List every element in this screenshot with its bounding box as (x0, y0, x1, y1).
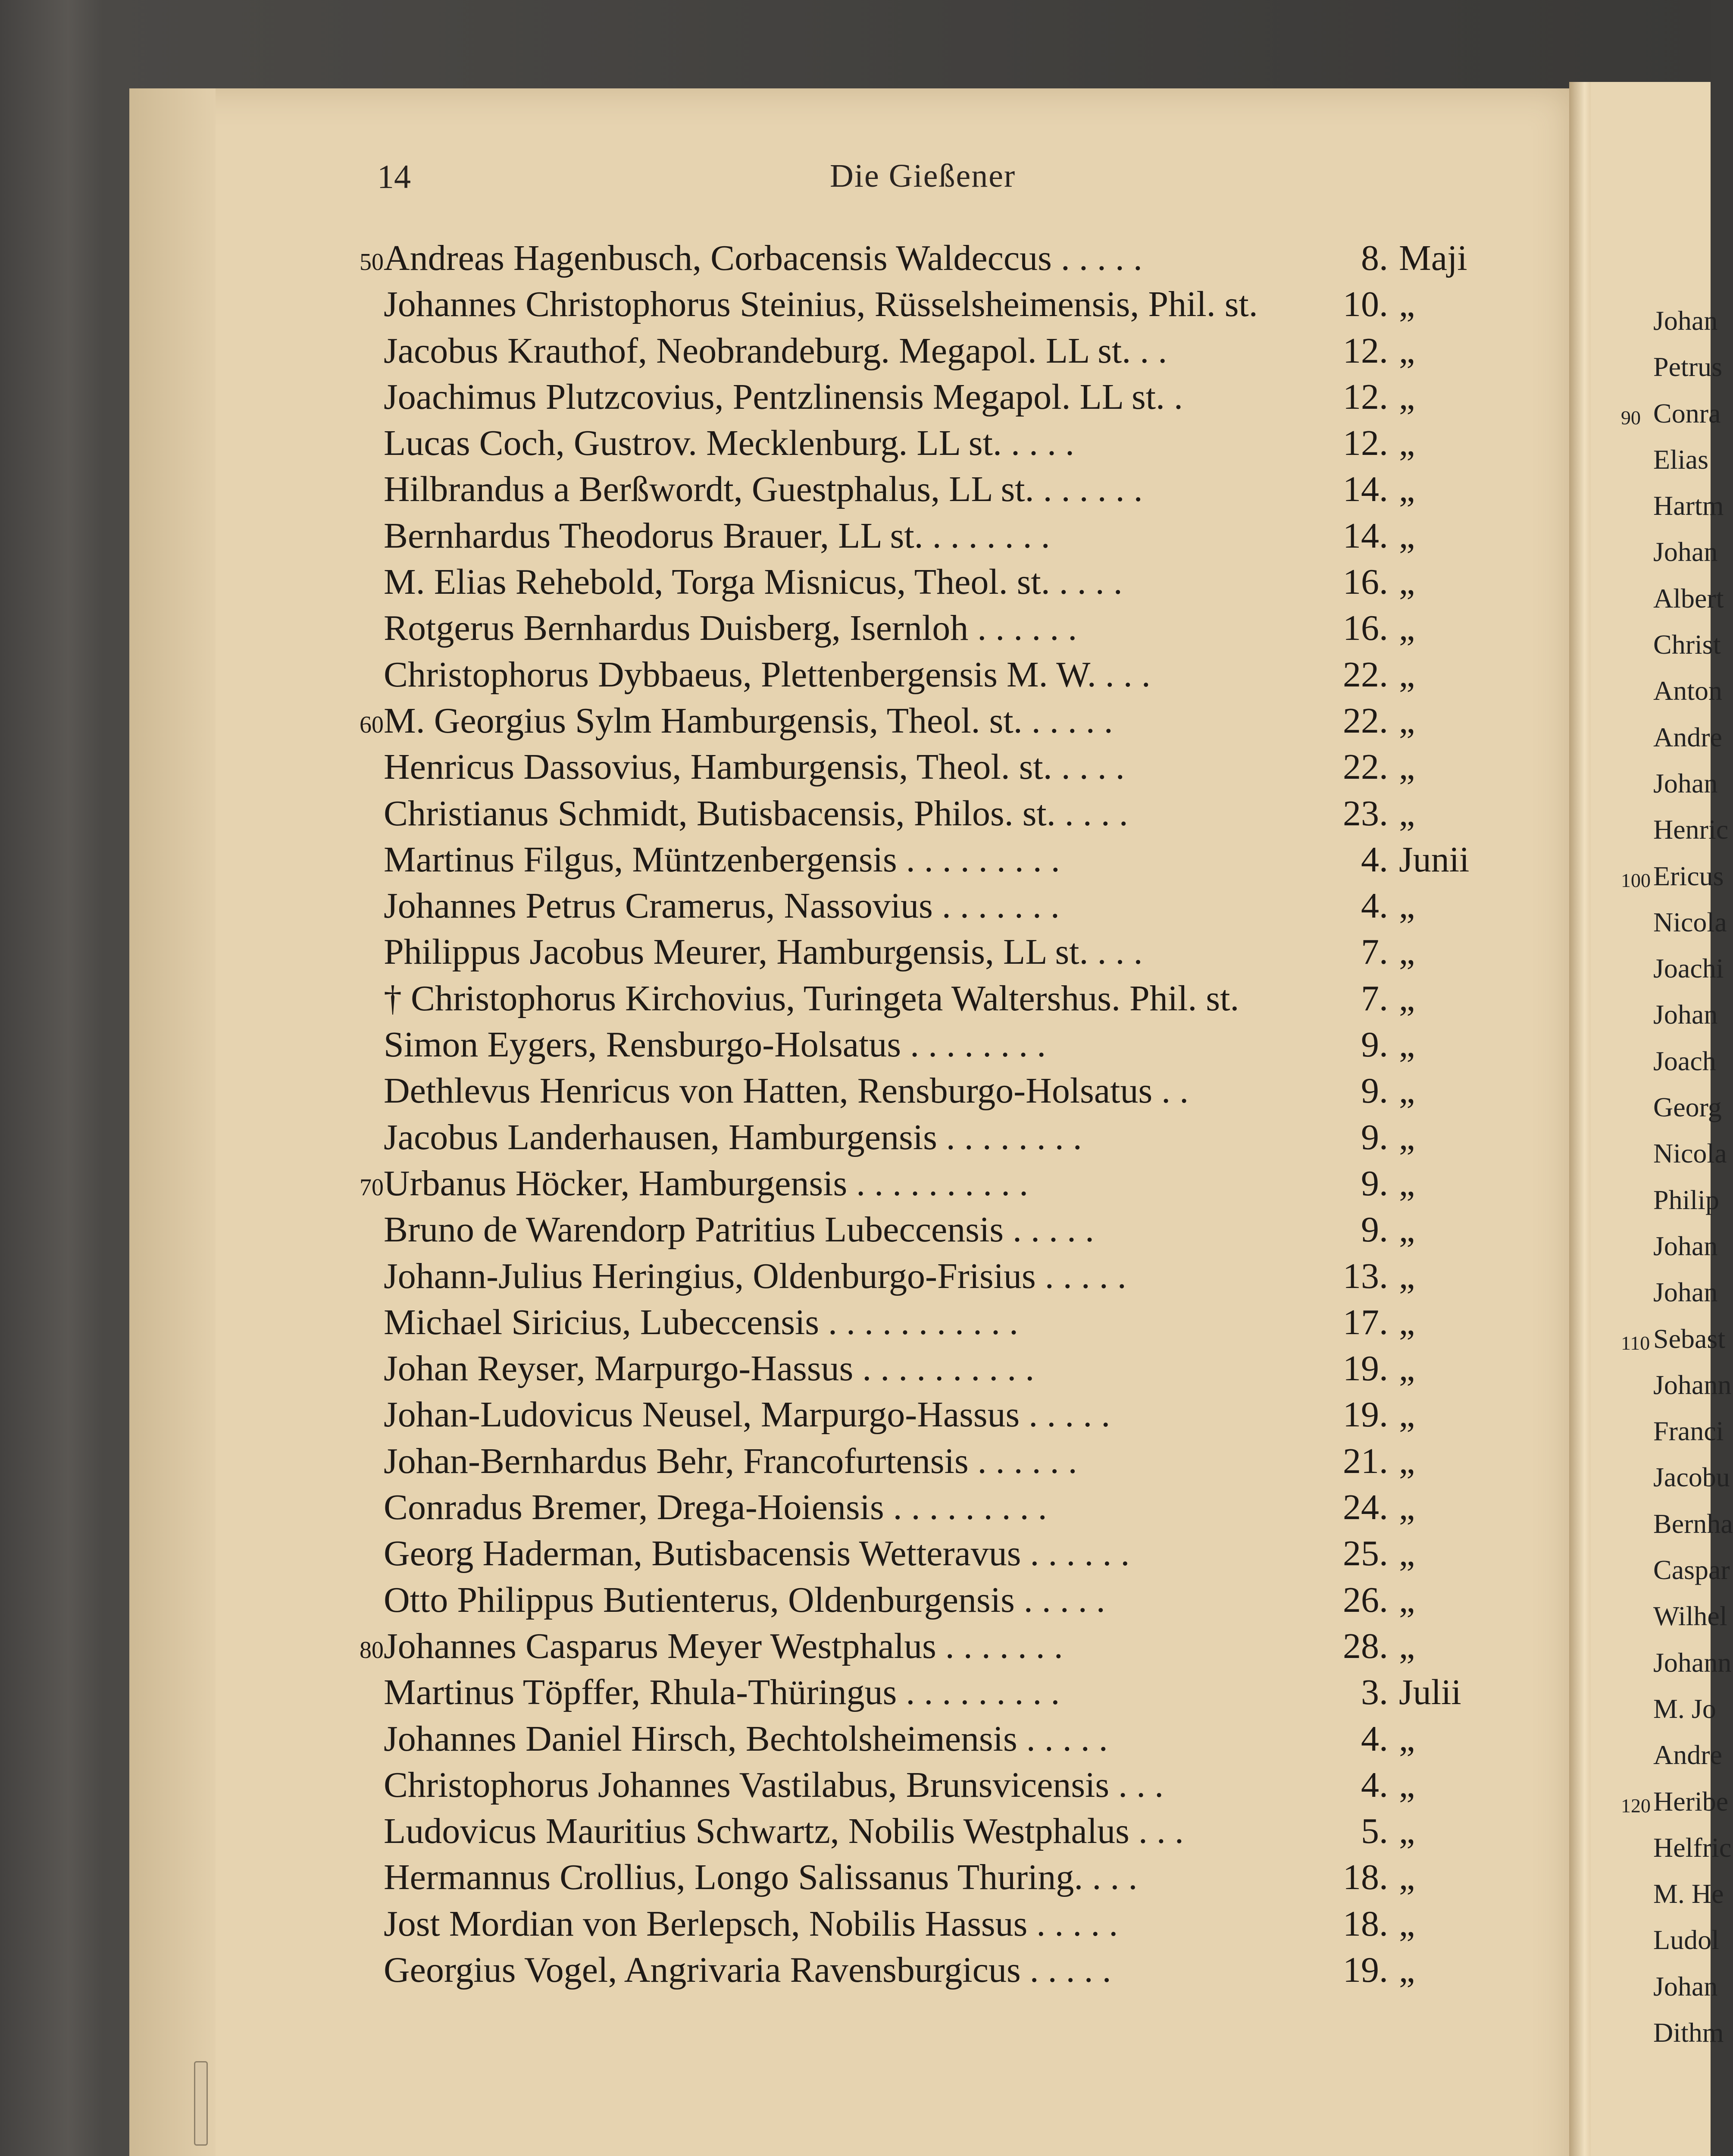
facing-list-item (1591, 945, 1724, 991)
list-item (341, 1947, 1505, 1993)
entry-name: M. Elias Rehebold, Torga Misnicus, Theol. st. . . . . (384, 562, 1123, 602)
page-header (377, 157, 1101, 205)
entry-month: „ (1399, 376, 1415, 417)
entry-date: 21. (1343, 1441, 1388, 1481)
facing-list-item (1591, 1362, 1732, 1408)
entry-date: 4. (1361, 1764, 1388, 1805)
facing-entry-name: Johan (1653, 1971, 1718, 2002)
entry-name: Martinus Töpffer, Rhula-Thüringus . . . . . . . . . (384, 1672, 1060, 1713)
facing-entry-name: Georg (1653, 1092, 1722, 1123)
entry-month: „ (1399, 654, 1415, 695)
entry-name: Henricus Dassovius, Hamburgensis, Theol. st. . . . . (384, 747, 1125, 787)
facing-list-item (1591, 806, 1729, 852)
entry-month: „ (1399, 469, 1415, 510)
facing-list-item (1591, 1547, 1730, 1593)
entry-date: 12. (1343, 423, 1388, 464)
entry-date: 16. (1343, 608, 1388, 649)
list-item (341, 1577, 1505, 1623)
facing-entry-number: 90 (1621, 406, 1641, 429)
entry-month: „ (1399, 1163, 1415, 1203)
facing-entry-name: Petrus (1653, 351, 1722, 382)
facing-entry-name: Johan (1653, 1230, 1718, 1261)
list-item (341, 559, 1505, 605)
facing-entry-name: M. Jo (1653, 1693, 1716, 1724)
facing-entry-name: Elias (1653, 444, 1708, 475)
entry-name: M. Georgius Sylm Hamburgensis, Theol. st. . . . . . (384, 700, 1113, 741)
entry-name: Hilbrandus a Berßwordt, Guestphalus, LL st. . . . . . . (384, 469, 1143, 510)
entry-date: 9. (1361, 1025, 1388, 1065)
entry-date: 19. (1343, 1395, 1388, 1435)
facing-entry-name: Henric (1653, 814, 1729, 845)
facing-entry-name: Andre (1653, 1739, 1722, 1771)
facing-entry-name: Johan (1653, 999, 1718, 1030)
list-item (341, 1391, 1505, 1438)
list-item (341, 929, 1505, 975)
facing-list-item (1591, 483, 1724, 529)
entry-month: „ (1399, 1903, 1415, 1944)
entry-date: 16. (1343, 562, 1388, 602)
entry-month: „ (1399, 1487, 1415, 1528)
entry-name: Andreas Hagenbusch, Corbacensis Waldeccus . . . . . (384, 238, 1142, 278)
entry-name: Lucas Coch, Gustrov. Mecklenburg. LL st. . . . . (384, 423, 1074, 464)
entry-date: 14. (1343, 469, 1388, 510)
facing-entry-name: Dithm (1653, 2017, 1724, 2048)
facing-list-item (1591, 760, 1718, 806)
entry-date: 22. (1343, 654, 1388, 695)
facing-list-item (1591, 1824, 1732, 1871)
facing-entry-name: Albert (1653, 583, 1724, 614)
facing-list-item (1591, 1130, 1727, 1176)
entry-date: 4. (1361, 839, 1388, 880)
entry-month: „ (1399, 932, 1415, 972)
facing-entry-name: Bernha (1653, 1508, 1733, 1539)
entry-month: Maji (1399, 238, 1467, 278)
entry-name: Johannes Daniel Hirsch, Bechtolsheimensis . . . . . (384, 1718, 1108, 1759)
list-item (341, 1253, 1505, 1299)
facing-entry-name: Johan (1653, 768, 1718, 799)
entry-name: Johan Reyser, Marpurgo-Hassus . . . . . . . . . . (384, 1348, 1035, 1389)
facing-list-item (1591, 1454, 1730, 1500)
matriculation-list (341, 235, 1505, 1993)
list-item (341, 1299, 1505, 1345)
entry-month: „ (1399, 1764, 1415, 1805)
facing-list-item (1591, 2009, 1724, 2056)
list-item (341, 1901, 1505, 1947)
entry-name: Joachimus Plutzcovius, Pentzlinensis Megapol. LL st. . (384, 376, 1183, 417)
facing-list-item (1591, 1038, 1716, 1084)
entry-number: 60 (360, 711, 384, 738)
entry-number: 80 (360, 1636, 384, 1664)
entry-date: 19. (1343, 1949, 1388, 1990)
facing-entry-name: Philip (1653, 1184, 1719, 1215)
entry-month: „ (1399, 330, 1415, 371)
entry-month: „ (1399, 1533, 1415, 1574)
entry-date: 22. (1343, 700, 1388, 741)
list-item (341, 837, 1505, 883)
entry-date: 7. (1361, 932, 1388, 972)
entry-date: 8. (1361, 238, 1388, 278)
entry-month: „ (1399, 700, 1415, 741)
entry-date: 4. (1361, 1718, 1388, 1759)
page-edge-shadow (129, 88, 216, 2156)
facing-entry-name: Hartm (1653, 490, 1724, 521)
list-item (341, 1022, 1505, 1068)
list-item (341, 1160, 1505, 1206)
entry-name: Conradus Bremer, Drega-Hoiensis . . . . . . . . . (384, 1487, 1047, 1528)
entry-name: Martinus Filgus, Müntzenbergensis . . . . . . . . . (384, 839, 1060, 880)
facing-list-item (1591, 853, 1724, 899)
entry-name: Ludovicus Mauritius Schwartz, Nobilis Westphalus . . . (384, 1811, 1184, 1852)
entry-name: Philippus Jacobus Meurer, Hamburgensis, LL st. . . . (384, 932, 1143, 972)
list-item (341, 1854, 1505, 1900)
entry-month: „ (1399, 1117, 1415, 1157)
facing-list-item (1591, 1917, 1719, 1963)
facing-list-item (1591, 1177, 1719, 1223)
entry-name: Johann-Julius Heringius, Oldenburgo-Frisius . . . . . (384, 1256, 1126, 1296)
entry-name: Hermannus Crollius, Longo Salissanus Thuring. . . . (384, 1857, 1138, 1898)
entry-date: 24. (1343, 1487, 1388, 1528)
entry-number: 70 (360, 1174, 384, 1201)
facing-entry-name: Helfric (1653, 1832, 1732, 1863)
entry-number: 50 (360, 249, 384, 276)
list-item (341, 1114, 1505, 1160)
entry-date: 23. (1343, 793, 1388, 834)
list-item (341, 1808, 1505, 1854)
entry-date: 18. (1343, 1857, 1388, 1898)
facing-entry-number: 120 (1621, 1794, 1651, 1817)
entry-month: „ (1399, 1395, 1415, 1435)
entry-name: † Christophorus Kirchovius, Turingeta Waltershus. Phil. st. (384, 978, 1239, 1018)
facing-entry-name: Joachi (1653, 953, 1724, 984)
facing-list-item (1591, 1269, 1718, 1315)
list-item (341, 281, 1505, 327)
entry-name: Johannes Christophorus Steinius, Rüsselsheimensis, Phil. st. (384, 284, 1258, 325)
facing-entry-name: Ludol (1653, 1924, 1719, 1955)
list-item (341, 1206, 1505, 1253)
entry-date: 9. (1361, 1163, 1388, 1203)
entry-month: „ (1399, 886, 1415, 926)
entry-name: Johan-Bernhardus Behr, Francofurtensis . . . . . . (384, 1441, 1077, 1481)
entry-month: „ (1399, 423, 1415, 464)
entry-name: Jost Mordian von Berlepsch, Nobilis Hassus . . . . . (384, 1903, 1118, 1944)
entry-month: Julii (1399, 1672, 1461, 1713)
entry-date: 17. (1343, 1302, 1388, 1342)
entry-month: „ (1399, 1256, 1415, 1296)
entry-name: Christophorus Dybbaeus, Plettenbergensis M. W. . . . (384, 654, 1151, 695)
facing-list-item (1591, 714, 1722, 760)
facing-entry-name: Anton (1653, 675, 1722, 706)
entry-month: „ (1399, 1210, 1415, 1250)
entry-month: „ (1399, 562, 1415, 602)
entry-month: „ (1399, 1302, 1415, 1342)
facing-entry-name: M. He (1653, 1878, 1724, 1909)
entry-date: 26. (1343, 1579, 1388, 1620)
entry-name: Jacobus Landerhausen, Hamburgensis . . . . . . . . (384, 1117, 1082, 1157)
entry-name: Bernhardus Theodorus Brauer, LL st. . . . . . . . (384, 515, 1050, 556)
entry-date: 9. (1361, 1117, 1388, 1157)
entry-date: 9. (1361, 1071, 1388, 1111)
facing-entry-number: 110 (1621, 1332, 1650, 1354)
entry-date: 5. (1361, 1811, 1388, 1852)
entry-date: 22. (1343, 747, 1388, 787)
list-item (341, 1068, 1505, 1114)
entry-month: „ (1399, 608, 1415, 649)
entry-name: Christophorus Johannes Vastilabus, Brunsvicensis . . . (384, 1764, 1164, 1805)
facing-entry-name: Heribe (1653, 1786, 1729, 1817)
entry-name: Johan-Ludovicus Neusel, Marpurgo-Hassus . . . . . (384, 1395, 1110, 1435)
entry-month: „ (1399, 1071, 1415, 1111)
list-item (341, 374, 1505, 420)
facing-list-item (1591, 1408, 1724, 1454)
entry-month: „ (1399, 793, 1415, 834)
list-item (341, 235, 1505, 281)
entry-name: Simon Eygers, Rensburgo-Holsatus . . . . . . . . (384, 1025, 1046, 1065)
entry-month: „ (1399, 1949, 1415, 1990)
running-title: Die Gießener (830, 158, 1016, 194)
facing-list-item (1591, 1871, 1724, 1917)
facing-list-item (1591, 1778, 1729, 1824)
entry-name: Johannes Petrus Cramerus, Nassovius . . . . . . . (384, 886, 1060, 926)
facing-entry-name: Johann (1653, 1647, 1732, 1678)
facing-list-item (1591, 436, 1711, 483)
entry-name: Georgius Vogel, Angrivaria Ravensburgicus . . . . . (384, 1949, 1111, 1990)
facing-entry-name: Sebast (1653, 1323, 1726, 1354)
list-item (341, 1716, 1505, 1762)
entry-date: 7. (1361, 978, 1388, 1018)
list-item (341, 698, 1505, 744)
entry-date: 14. (1343, 515, 1388, 556)
facing-page-edge (1591, 82, 1733, 2156)
facing-page-list (1591, 298, 1733, 2056)
entry-name: Otto Philippus Butienterus, Oldenburgensis . . . . . (384, 1579, 1105, 1620)
page-number: 14 (377, 158, 411, 195)
facing-list-item (1591, 1732, 1722, 1778)
facing-entry-name: Johan (1653, 536, 1718, 567)
facing-entry-name: Caspar (1653, 1554, 1730, 1586)
entry-date: 28. (1343, 1626, 1388, 1666)
list-item (341, 328, 1505, 374)
entry-date: 12. (1343, 330, 1388, 371)
list-item (341, 466, 1505, 512)
list-item (341, 1623, 1505, 1669)
entry-month: „ (1399, 515, 1415, 556)
entry-month: „ (1399, 978, 1415, 1018)
facing-list-item (1591, 1639, 1732, 1686)
facing-list-item (1591, 1084, 1722, 1130)
facing-entry-name: Ericus (1653, 860, 1724, 891)
page-tab-marker (194, 2061, 208, 2146)
entry-date: 3. (1361, 1672, 1388, 1713)
facing-list-item (1591, 298, 1718, 344)
entry-name: Michael Siricius, Lubeccensis . . . . . . . . . . . (384, 1302, 1019, 1342)
entry-date: 4. (1361, 886, 1388, 926)
facing-entry-name: Andre (1653, 721, 1722, 752)
list-item (341, 1345, 1505, 1391)
list-item (341, 605, 1505, 651)
list-item (341, 1438, 1505, 1484)
facing-entry-number: 100 (1621, 869, 1651, 891)
list-item (341, 883, 1505, 929)
list-item (341, 975, 1505, 1022)
entry-month: „ (1399, 1811, 1415, 1852)
entry-name: Johannes Casparus Meyer Westphalus . . . . . . . (384, 1626, 1063, 1666)
facing-list-item (1591, 390, 1721, 436)
entry-date: 10. (1343, 284, 1388, 325)
entry-name: Bruno de Warendorp Patritius Lubeccensis . . . . . (384, 1210, 1095, 1250)
entry-date: 9. (1361, 1210, 1388, 1250)
facing-list-item (1591, 621, 1721, 667)
facing-entry-name: Conra (1653, 398, 1721, 429)
list-item (341, 1530, 1505, 1576)
entry-month: „ (1399, 1348, 1415, 1389)
facing-entry-name: Johan (1653, 1277, 1718, 1308)
entry-month: „ (1399, 1441, 1415, 1481)
entry-month: Junii (1399, 839, 1470, 880)
facing-list-item (1591, 1316, 1726, 1362)
facing-list-item (1591, 1593, 1727, 1639)
facing-list-item (1591, 1501, 1733, 1547)
entry-date: 12. (1343, 376, 1388, 417)
entry-date: 19. (1343, 1348, 1388, 1389)
facing-entry-name: Jacobu (1653, 1462, 1730, 1493)
entry-month: „ (1399, 1025, 1415, 1065)
facing-list-item (1591, 991, 1718, 1037)
entry-month: „ (1399, 1857, 1415, 1898)
facing-list-item (1591, 1963, 1718, 2009)
entry-name: Christianus Schmidt, Butisbacensis, Philos. st. . . . . (384, 793, 1128, 834)
entry-month: „ (1399, 1718, 1415, 1759)
entry-date: 25. (1343, 1533, 1388, 1574)
entry-date: 18. (1343, 1903, 1388, 1944)
entry-month: „ (1399, 747, 1415, 787)
list-item (341, 790, 1505, 837)
entry-name: Urbanus Höcker, Hamburgensis . . . . . . . . . . (384, 1163, 1029, 1203)
entry-date: 13. (1343, 1256, 1388, 1296)
entry-name: Dethlevus Henricus von Hatten, Rensburgo-Holsatus . . (384, 1071, 1189, 1111)
list-item (341, 1669, 1505, 1715)
facing-entry-name: Johann (1653, 1369, 1732, 1400)
list-item (341, 513, 1505, 559)
facing-list-item (1591, 1223, 1718, 1269)
facing-entry-name: Wilhel (1653, 1601, 1727, 1632)
list-item (341, 744, 1505, 790)
list-item (341, 1762, 1505, 1808)
facing-list-item (1591, 529, 1718, 575)
facing-list-item (1591, 344, 1722, 390)
facing-list-item (1591, 899, 1727, 945)
facing-entry-name: Christ (1653, 629, 1721, 660)
facing-entry-name: Franci (1653, 1416, 1724, 1447)
list-item (341, 420, 1505, 466)
entry-month: „ (1399, 1579, 1415, 1620)
facing-list-item (1591, 1686, 1716, 1732)
entry-name: Rotgerus Bernhardus Duisberg, Isernloh . . . . . . (384, 608, 1077, 649)
list-item (341, 652, 1505, 698)
facing-entry-name: Nicola (1653, 906, 1727, 937)
facing-list-item (1591, 667, 1722, 714)
facing-entry-name: Johan (1653, 305, 1718, 336)
facing-entry-name: Joach (1653, 1045, 1716, 1076)
list-item (341, 1484, 1505, 1530)
entry-month: „ (1399, 1626, 1415, 1666)
entry-name: Georg Haderman, Butisbacensis Wetteravus . . . . . . (384, 1533, 1130, 1574)
entry-month: „ (1399, 284, 1415, 325)
entry-name: Jacobus Krauthof, Neobrandeburg. Megapol. LL st. . . (384, 330, 1167, 371)
facing-list-item (1591, 575, 1724, 621)
facing-entry-name: Nicola (1653, 1138, 1727, 1169)
